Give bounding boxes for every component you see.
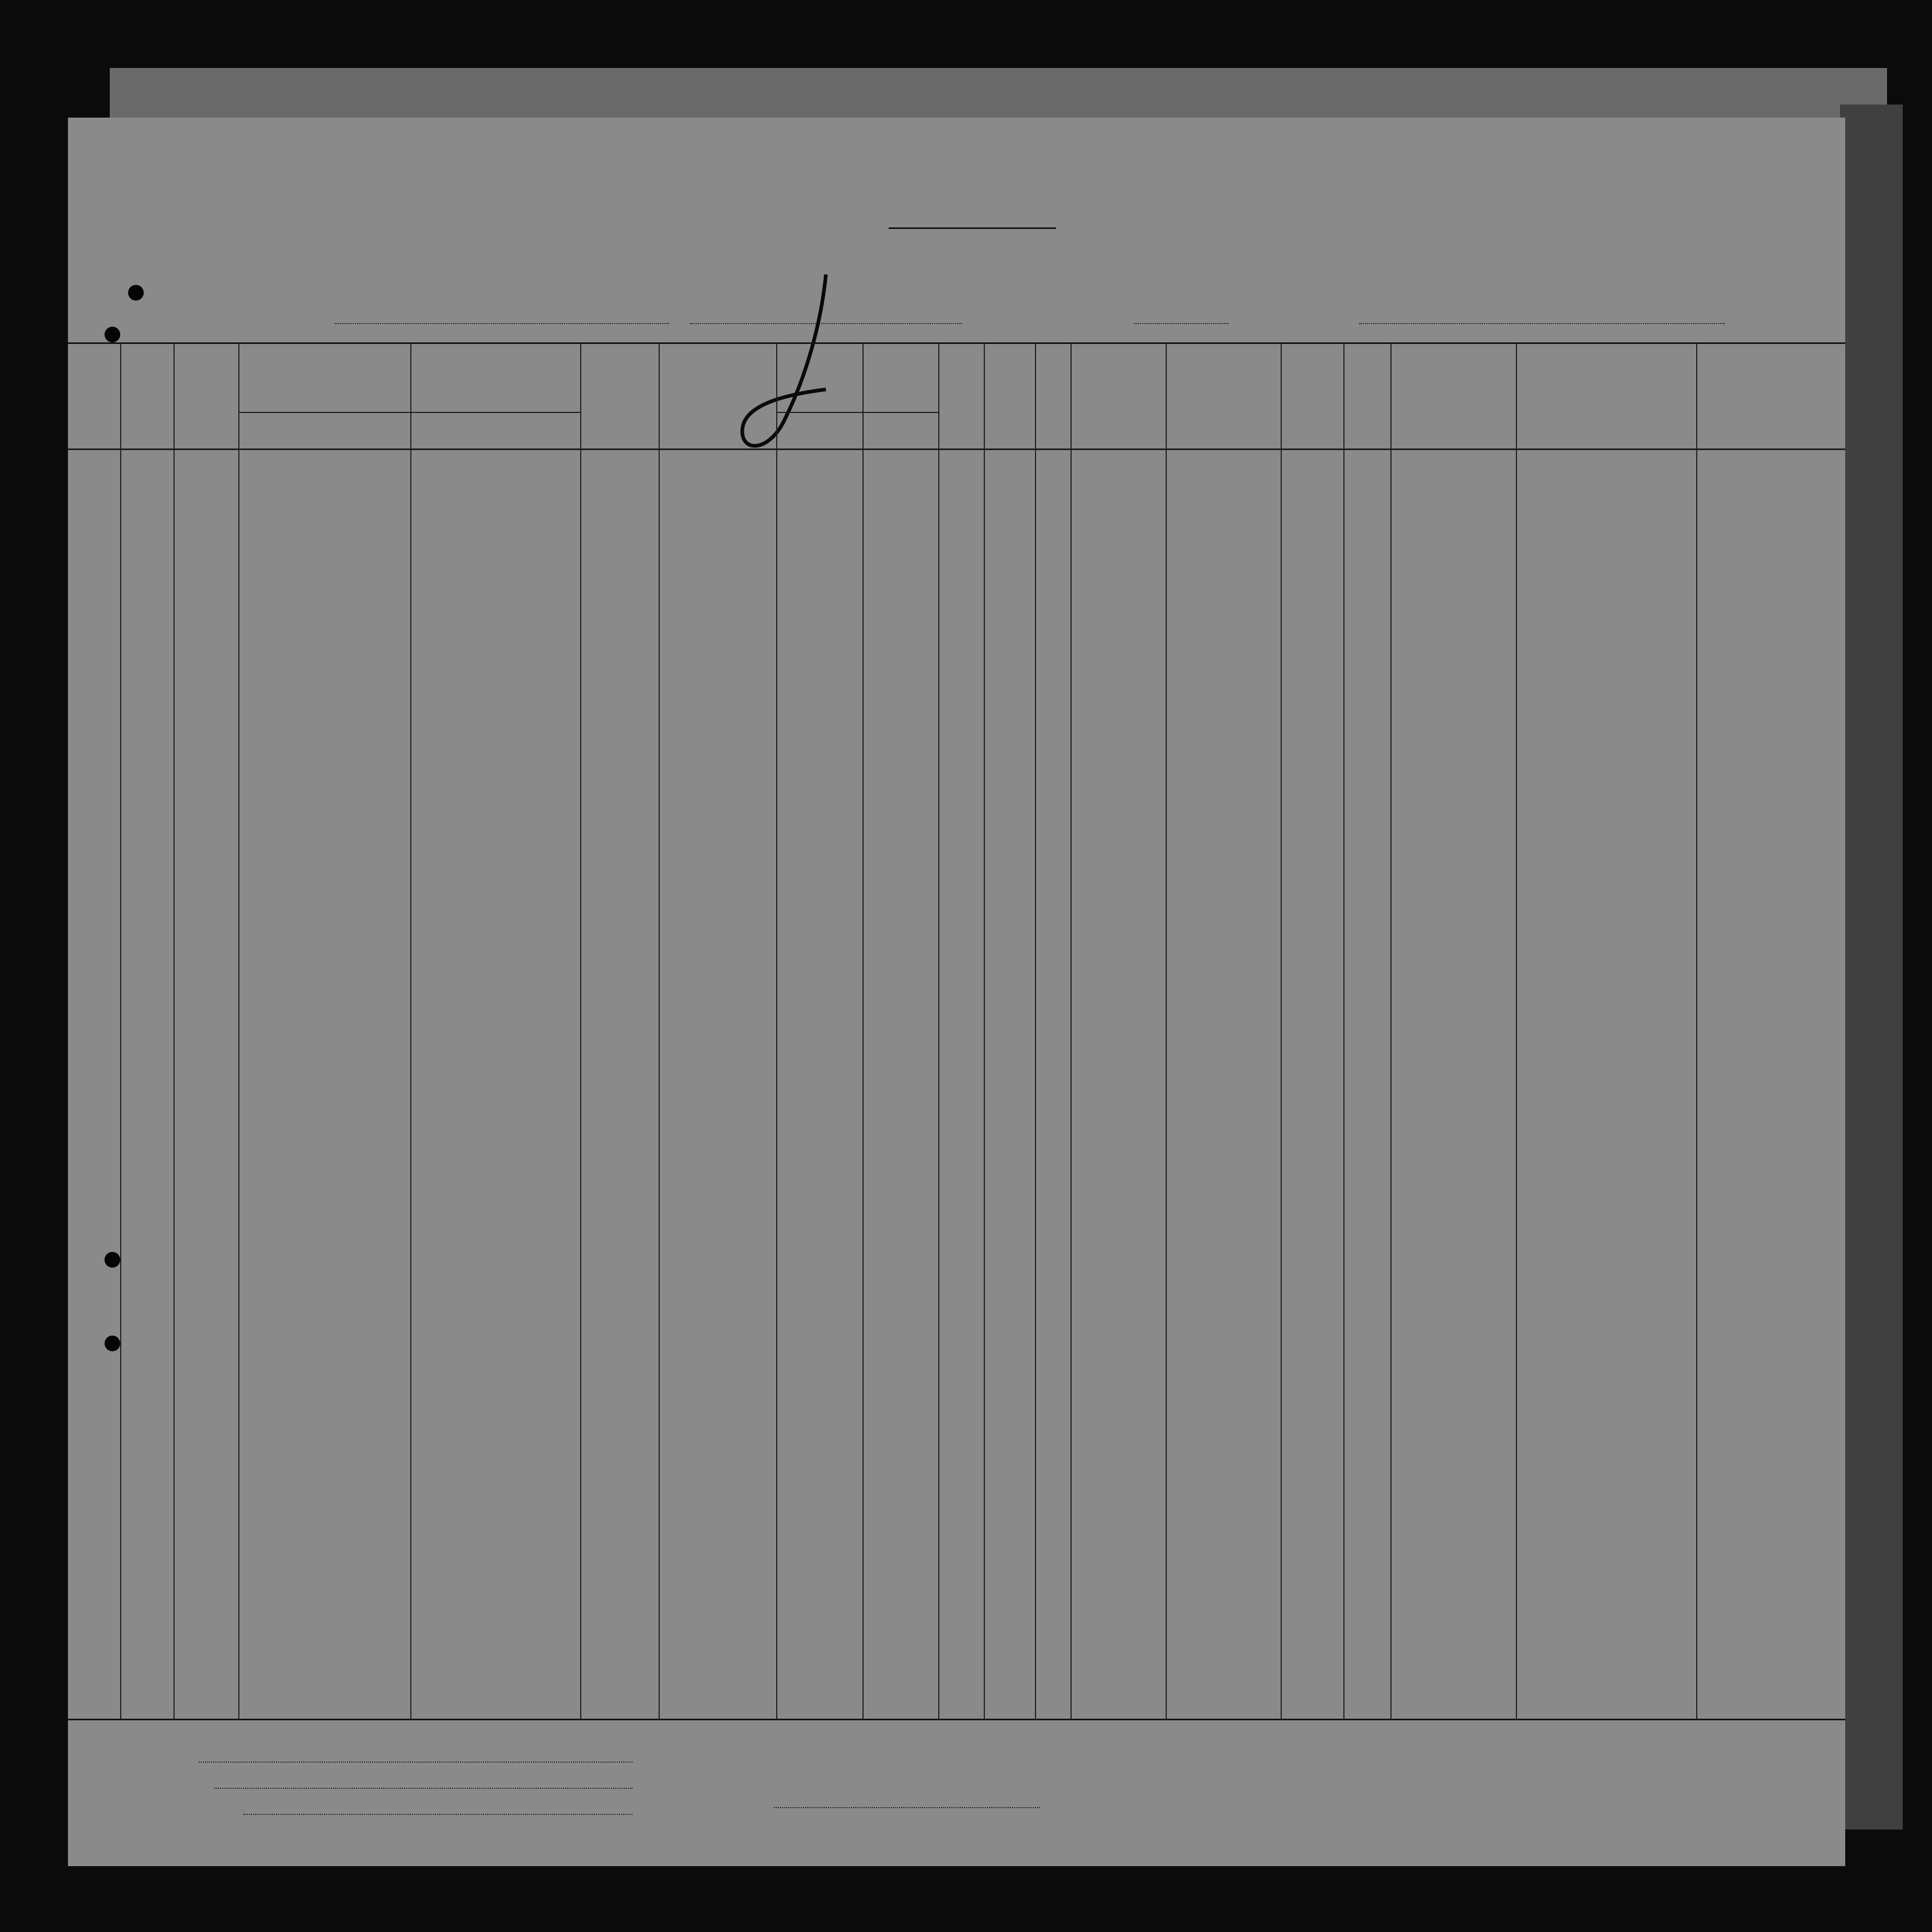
- column-rule: [1390, 344, 1392, 1719]
- column-rule: [410, 344, 411, 1719]
- column-rule: [1035, 344, 1036, 1719]
- column-rule: [776, 344, 777, 1719]
- column-rule: [1516, 344, 1517, 1719]
- from-port-dots: [1359, 323, 1725, 324]
- subheader-rule: [238, 412, 580, 413]
- column-rule: [1343, 344, 1344, 1719]
- column-rule: [1696, 344, 1697, 1719]
- column-rule: [984, 344, 985, 1719]
- column-rule: [1166, 344, 1167, 1719]
- header-bottom-rule: [68, 448, 1845, 450]
- year-dots: [1134, 323, 1228, 324]
- column-rule: [862, 344, 864, 1719]
- column-rule: [238, 344, 239, 1719]
- vessel-dots: [335, 323, 669, 324]
- subheader-rule: [776, 412, 938, 413]
- column-rule: [1281, 344, 1282, 1719]
- line-dots: [199, 1762, 632, 1763]
- punch-hole: [128, 285, 144, 301]
- column-rule: [580, 344, 581, 1719]
- film-strip-right: [1840, 105, 1903, 1830]
- punch-hole: [105, 327, 120, 342]
- film-strip-top: [110, 68, 1887, 120]
- column-rule: [120, 344, 121, 1719]
- column-rule: [659, 344, 660, 1719]
- manifest-sheet: [68, 118, 1845, 1866]
- column-rule: [1071, 344, 1072, 1719]
- signature-dots: [774, 1807, 1040, 1808]
- title-underline: [889, 227, 1056, 229]
- column-rule: [938, 344, 939, 1719]
- column-rule: [174, 344, 175, 1719]
- crew-table: [68, 342, 1845, 1720]
- owners-dots: [214, 1788, 632, 1789]
- local-agents-dots: [243, 1814, 632, 1815]
